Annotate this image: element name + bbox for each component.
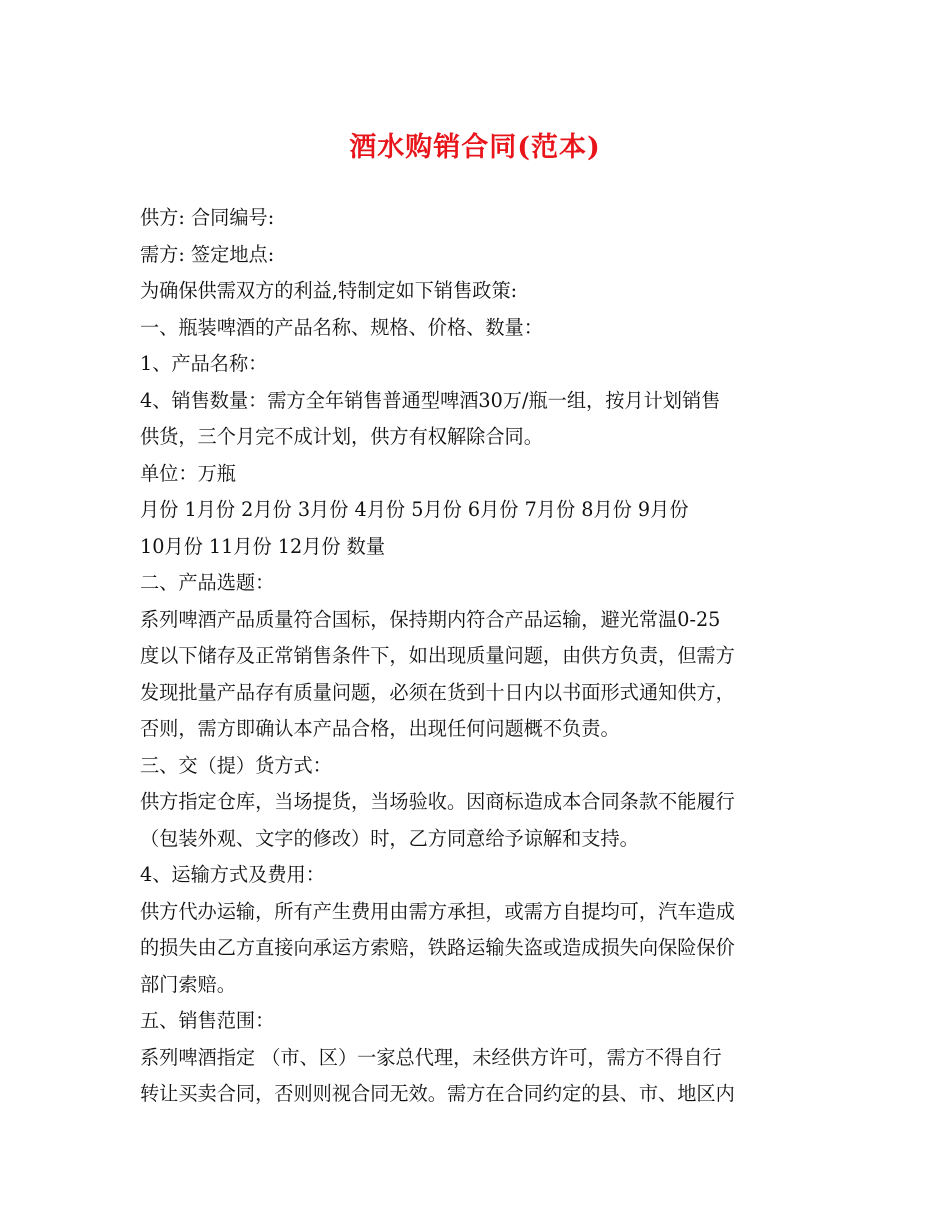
section-heading: 三、交（提）货方式： — [140, 753, 332, 777]
text-line: 部门索赔。 — [140, 972, 236, 996]
text-line: 供货，三个月完不成计划，供方有权解除合同。 — [140, 425, 543, 448]
text-line: 转让买卖合同，否则则视合同无效。需方在合同约定的县、市、地区内 — [140, 1082, 735, 1105]
text-line: 的损失由乙方直接向承运方索赔，铁路运输失盗或造成损失向保险保价 — [140, 936, 735, 959]
text-line: 否则，需方即确认本产品合格，出现任何问题概不负责。 — [140, 717, 620, 740]
section-heading: 二、产品选题： — [140, 571, 275, 594]
text-line: 系列啤酒指定 （市、区）一家总代理，未经供方许可，需方不得自行 — [140, 1045, 722, 1069]
document-body — [140, 200, 815, 1113]
text-line: 需方: 签定地点: — [140, 242, 275, 266]
text-line: 1、产品名称： — [140, 352, 268, 375]
text-line: 供方指定仓库，当场提货，当场验收。因商标造成本合同条款不能履行 — [140, 790, 735, 813]
section-heading: 4、运输方式及费用： — [140, 863, 325, 886]
text-line: 供方: 合同编号: — [140, 206, 275, 229]
text-line: （包装外观、文字的修改）时，乙方同意给予谅解和支持。 — [140, 826, 639, 850]
text-line: 发现批量产品存有质量问题，必须在货到十日内以书面形式通知供方， — [140, 680, 735, 704]
section-heading: 一、瓶装啤酒的产品名称、规格、价格、数量： — [140, 315, 543, 339]
section-heading: 五、销售范围： — [140, 1009, 275, 1032]
text-line: 月份 1月份 2月份 3月份 4月份 5月份 6月份 7月份 8月份 9月份 — [140, 498, 689, 521]
text-line: 为确保供需双方的利益,特制定如下销售政策: — [140, 279, 518, 302]
text-line: 度以下储存及正常销售条件下，如出现质量问题，由供方负责，但需方 — [140, 644, 735, 667]
text-line: 供方代办运输，所有产生费用由需方承担，或需方自提均可，汽车造成 — [140, 899, 735, 923]
text-line: 10月份 11月份 12月份 数量 — [140, 534, 386, 558]
document-title: 酒水购销合同(范本) — [349, 132, 601, 163]
text-line: 系列啤酒产品质量符合国标，保持期内符合产品运输，避光常温0-25 — [140, 607, 721, 631]
text-line: 4、销售数量：需方全年销售普通型啤酒30万/瓶一组，按月计划销售 — [140, 388, 721, 412]
text-line: 单位：万瓶 — [140, 461, 236, 485]
